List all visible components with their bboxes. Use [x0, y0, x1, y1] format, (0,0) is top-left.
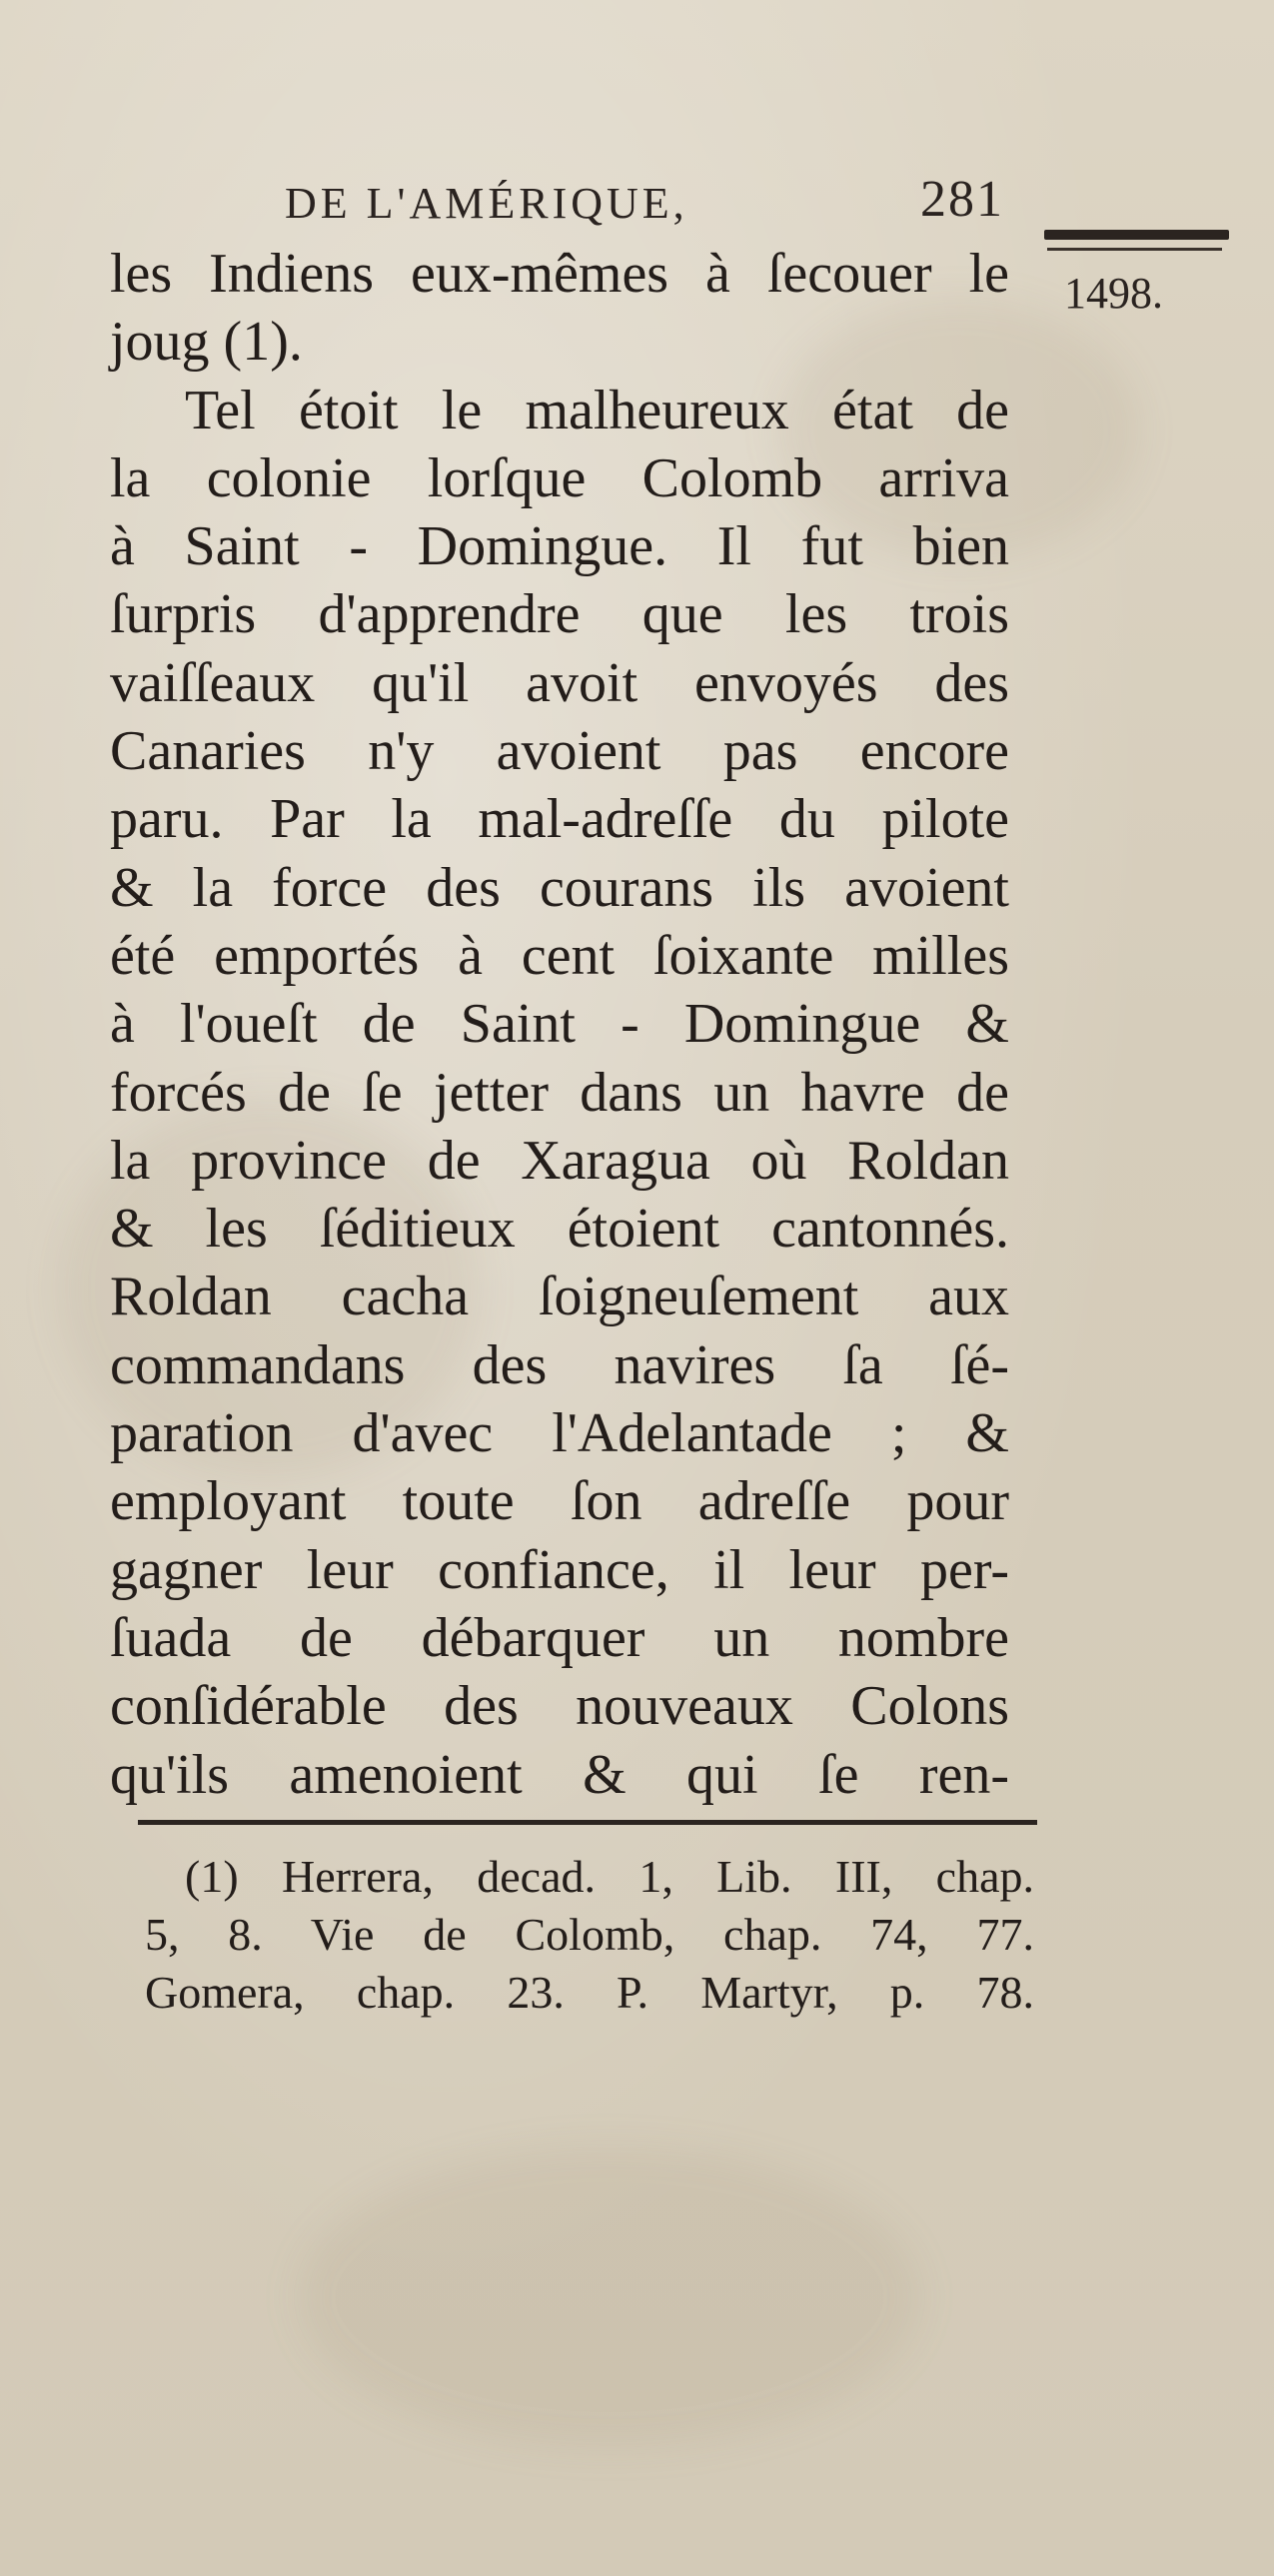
text-line: gagner leur confiance, il leur per-: [110, 1538, 1009, 1601]
margin-year: 1498.: [1064, 269, 1163, 318]
page-header: [285, 170, 1004, 240]
text-line: ſuada de débarquer un nombre: [110, 1606, 1009, 1669]
margin-rule: [1044, 230, 1229, 240]
text-line: qu'ils amenoient & qui ſe ren-: [110, 1743, 1009, 1806]
footnote-line: 5, 8. Vie de Colomb, chap. 74, 77.: [145, 1909, 1034, 1960]
text-line: conſidérable des nouveaux Colons: [110, 1675, 1009, 1738]
text-line: forcés de ſe jetter dans un havre de: [110, 1061, 1009, 1124]
text-line: & la force des courans ils avoient: [110, 856, 1009, 919]
text-line: commandans des navires ſa ſé-: [110, 1333, 1009, 1396]
margin-rule-thin: [1047, 248, 1222, 251]
page-number: 281: [920, 171, 1004, 228]
footnote-line: (1) Herrera, decad. 1, Lib. III, chap.: [185, 1851, 1034, 1902]
text-line: employant toute ſon adreſſe pour: [110, 1470, 1009, 1533]
text-line: Roldan cacha ſoigneuſement aux: [110, 1266, 1009, 1328]
text-line: été emportés à cent ſoixante milles: [110, 924, 1009, 987]
text-line: & les ſéditieux étoient cantonnés.: [110, 1198, 1009, 1261]
text-line: les Indiens eux-mêmes à ſecouer le: [110, 243, 1009, 305]
text-line: Canaries n'y avoient pas encore: [110, 720, 1009, 783]
text-line: paru. Par la mal-adreſſe du pilote: [110, 788, 1009, 851]
text-line: la colonie lorſque Colomb arriva: [110, 446, 1009, 509]
paper-stain: [300, 2147, 919, 2447]
body-text: [110, 240, 1009, 1809]
text-line: la province de Xaragua où Roldan: [110, 1129, 1009, 1192]
text-line: vaiſſeaux qu'il avoit envoyés des: [110, 651, 1009, 714]
footnote-rule: [138, 1820, 1037, 1825]
text-line: à l'oueſt de Saint - Domingue &: [110, 993, 1009, 1056]
text-line: ſurpris d'apprendre que les trois: [110, 583, 1009, 646]
footnote-line: Gomera, chap. 23. P. Martyr, p. 78.: [145, 1967, 1034, 2018]
text-line: joug (1).: [110, 311, 303, 374]
running-title: DE L'AMÉRIQUE,: [285, 179, 688, 228]
footnotes: [145, 1848, 1034, 2022]
text-line: à Saint - Domingue. Il fut bien: [110, 515, 1009, 578]
text-line: paration d'avec l'Adelantade ; &: [110, 1402, 1009, 1465]
text-line: Tel étoit le malheureux état de: [185, 379, 1009, 441]
